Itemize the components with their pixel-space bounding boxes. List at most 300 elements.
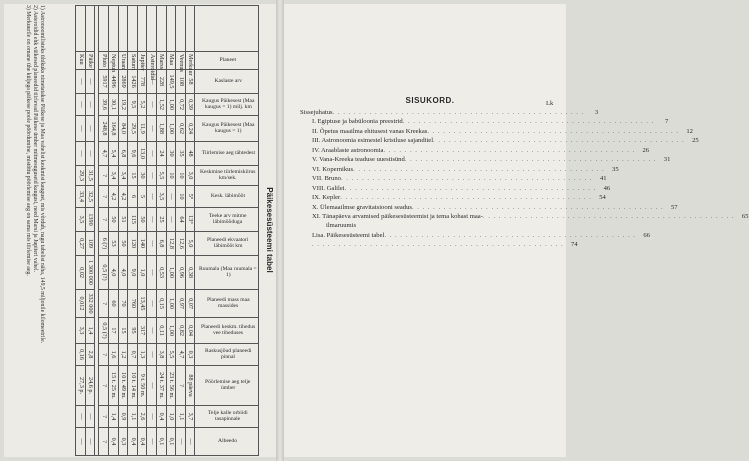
contents-leader-dots: . . . . . . . . . . . . . . . . . . . . . . . . . . . . . . . . . . . . . . . . . . . . . . . .: [340, 175, 593, 183]
table-cell: 5,4: [109, 142, 119, 166]
table-cell: 115: [128, 208, 138, 232]
table-cell: 778: [137, 70, 147, 94]
contents-entry-title: X. Ülemaailmse gravitatsiooni seadus: [312, 203, 412, 211]
table-cell: —: [147, 256, 157, 290]
table-cell: 2,8: [85, 344, 95, 366]
table-row: [99, 6, 109, 456]
table-cell: 50: [109, 208, 119, 232]
table-cell: 0,27: [76, 232, 86, 256]
column-header-label: Planeedi ekvaatori läbimõõt km: [207, 236, 249, 249]
table-cell: —: [147, 344, 157, 366]
table-cell: 4,0: [118, 256, 128, 290]
table-cell: —: [185, 428, 195, 456]
table-cell: ?: [99, 166, 109, 186]
column-header: [195, 406, 259, 428]
table-cell: 0,38: [185, 256, 195, 290]
planet-name-cell: Pluto: [99, 52, 109, 70]
table-cell: 1,00: [166, 116, 176, 142]
column-header: [195, 318, 259, 344]
planet-name-cell: Veenus: [176, 52, 186, 70]
column-header: [195, 290, 259, 318]
table-cell: 1390: [85, 208, 95, 232]
contents-entry-title: [300, 240, 312, 249]
table-cell: 1,0: [166, 406, 176, 428]
contents-leader-dots: . . . . . . . . . . . . . . . . . . . . . . . . . . . . . . . . . . . . . . . . . . . . . . . .: [384, 231, 636, 239]
contents-leader-dots: . . . . . . . . . . . . . . . . . . . . . . . . . . . . . . . . . . . . . . . . . . . . . . . .: [411, 203, 664, 211]
table-cell: 30: [166, 142, 176, 166]
solar-system-table: [75, 5, 259, 456]
table-cell: 0,97: [176, 290, 186, 318]
table-cell: 6: [128, 186, 138, 208]
table-cell: —: [85, 70, 95, 94]
contents-leader-dots: . . . . . . . . . . . . . . . . . . . . . . . . . . . . . . . . . . . . . . . . . . . . . . . .: [383, 146, 636, 154]
contents-entry-title: VII. Bruno: [312, 175, 341, 183]
table-cell: —: [147, 318, 157, 344]
contents-entry: [300, 212, 749, 221]
row-index-cell: [109, 6, 119, 52]
table-row: [76, 6, 86, 456]
contents-entry: [300, 193, 606, 202]
column-header: [195, 142, 259, 166]
table-cell: 29,5: [128, 116, 138, 142]
row-index-cell: [128, 6, 138, 52]
contents-entry-title: Lisa. Päikesesüsteemi tabel: [312, 231, 385, 239]
column-header: [195, 70, 259, 94]
contents-leader-dots: . . . . . . . . . . . . . . . . . . . . . . . . . . . . . . . . . . . . . . . . . . . . . . . .: [312, 241, 564, 249]
contents-entry-page: 7: [664, 118, 669, 126]
contents-leader-dots: . . . . . . . . . . . . . . . . . . . . . . . . . . . . . . . . . . . . . . . . . . . . . . . .: [427, 127, 679, 135]
planet-name-cell: Neptun: [109, 52, 119, 70]
contents-entry-page: 65: [741, 212, 749, 220]
table-cell: 140: [137, 232, 147, 256]
column-header: [195, 256, 259, 290]
contents-entry-title: IV. Araablaste astronoomia: [312, 146, 384, 154]
table-cell: 1 300 000: [85, 256, 95, 290]
table-cell: 29,3: [76, 166, 86, 186]
table-cell: 3,4: [109, 166, 119, 186]
contents-leader-dots: . . . . . . . . . . . . . . . . . . . . . . . . . . . . . . . . . . . . . . . . . . . . . . . .: [482, 212, 735, 220]
table-cell: 6,8: [118, 142, 128, 166]
table-cell: —: [147, 290, 157, 318]
contents-page-header: Lk: [546, 100, 554, 107]
column-header: [195, 52, 259, 70]
contents-entry-title: II. Õpetus maailma ehitusest vanas Kreekas: [312, 127, 428, 135]
contents-entry: [300, 240, 578, 249]
table-cell: —: [176, 428, 186, 456]
table-cell: 88 päeva: [185, 366, 195, 406]
table-cell: 0,11: [157, 318, 167, 344]
table-cell: —: [166, 208, 176, 232]
table-cell: 0,3: [118, 428, 128, 456]
row-index-cell: [147, 6, 157, 52]
table-cell: 3,7: [185, 406, 195, 428]
table-cell: 0,4: [128, 428, 138, 456]
planet-name-cell: Maa: [166, 52, 176, 70]
column-header-label: Telje kalle orbiidi tasapinnale: [208, 409, 248, 422]
table-cell: 4,0: [109, 256, 119, 290]
table-cell: —: [85, 142, 95, 166]
table-cell: 0,07: [185, 290, 195, 318]
table-cell: 10 t. 14 m.: [128, 366, 138, 406]
table-cell: 15: [118, 318, 128, 344]
table-cell: 23 t. 56 m.: [166, 366, 176, 406]
table-cell: 3,8: [157, 344, 167, 366]
table-cell: 0,72: [176, 94, 186, 116]
table-cell: 9,0: [128, 256, 138, 290]
table-cell: 0,96: [176, 256, 186, 290]
table-cell: 10: [176, 166, 186, 186]
table-cell: —: [147, 70, 157, 94]
column-header-label: Kaslaste arv: [214, 77, 242, 84]
book-gutter: [276, 0, 284, 461]
table-cell: 248,8: [99, 116, 109, 142]
table-cell: 5°: [185, 186, 195, 208]
table-cell: 1,2: [118, 344, 128, 366]
table-row: [128, 6, 138, 456]
table-cell: —: [147, 406, 157, 428]
contents-entry: [300, 127, 693, 136]
table-cell: 19,2: [118, 94, 128, 116]
table-cell: 13,0: [137, 142, 147, 166]
table-cell: 17: [109, 318, 119, 344]
column-header-label: Kaugus Päikesest (Maa kaugus = 1) milj. km: [201, 97, 255, 110]
table-cell: 3,3: [76, 318, 86, 344]
table-cell: 0,15: [157, 290, 167, 318]
contents-entry-page: 57: [671, 203, 678, 211]
table-cell: —: [76, 428, 86, 456]
planet-name-cell: Uraan: [118, 52, 128, 70]
column-header-label: Albeedo: [218, 437, 238, 444]
table-cell: —: [147, 428, 157, 456]
table-cell: 31,5: [85, 166, 95, 186]
table-cell: 0,16: [76, 344, 86, 366]
column-header-label: Pöörlemise aeg telje ümber: [205, 378, 251, 391]
row-index-cell: [185, 6, 195, 52]
column-header: [195, 428, 259, 456]
contents-entry-title: V. Vana-Kreeka teaduse uuestisünd: [312, 156, 405, 164]
table-cell: 1,1: [176, 406, 186, 428]
table-cell: ?: [99, 406, 109, 428]
column-header: [195, 366, 259, 406]
table-cell: 51: [118, 208, 128, 232]
table-cell: 60: [109, 290, 119, 318]
contents-entry-page: 66: [643, 231, 650, 239]
table-cell: 5917: [99, 70, 109, 94]
contents-entry: [300, 117, 669, 126]
table-cell: 228: [157, 70, 167, 94]
row-index-cell: [76, 6, 86, 52]
column-header-label: Planeet: [219, 56, 237, 63]
table-cell: —: [147, 166, 157, 186]
table-cell: 5,2: [137, 94, 147, 116]
table-cell: 6,8: [157, 232, 167, 256]
table-cell: —: [85, 94, 95, 116]
table-cell: 6 (?): [99, 232, 109, 256]
table-cell: 70: [118, 290, 128, 318]
table-cell: 3,0: [185, 166, 195, 186]
planet-name-cell: Päike: [85, 52, 95, 70]
table-cell: 2869: [118, 70, 128, 94]
table-cell: 13°: [185, 208, 195, 232]
table-cell: 11,9: [137, 116, 147, 142]
planet-name-cell: Merkuur: [185, 52, 195, 70]
table-cell: ?: [99, 290, 109, 318]
planet-name-cell: Asteroidid: [147, 52, 157, 70]
contents-entry: [300, 155, 671, 164]
planet-name-cell: Kuu: [76, 52, 86, 70]
table-cell: 1426: [128, 70, 138, 94]
contents-entry-page: 25: [692, 137, 699, 145]
table-footnotes: [23, 5, 45, 455]
column-header-label: Tiirlemise aeg tähtedest: [201, 149, 255, 156]
contents-entry-page: 74: [571, 241, 578, 249]
row-index-cell: [85, 6, 95, 52]
footnote: 2) Asteroidid ehk väikesed planeedid tiirlevad Päikese ümber mitmesuguseid kaugusi, need Marsi ja Jupiteri vahel.: [31, 5, 38, 272]
table-cell: 1,1: [128, 406, 138, 428]
table-cell: 1,00: [166, 318, 176, 344]
table-cell: 1,4: [109, 406, 119, 428]
contents-entry: [300, 165, 619, 174]
table-cell: 0,9: [118, 406, 128, 428]
table-cell: 1,52: [157, 94, 167, 116]
table-cell: —: [166, 186, 176, 208]
table-header-row: [195, 6, 259, 456]
table-cell: 58: [185, 70, 195, 94]
column-header-label: Planeedi keskm. tihedus vee tiheduses: [200, 323, 256, 336]
table-cell: —: [147, 116, 157, 142]
table-cell: 5,5: [157, 166, 167, 186]
footnote: 3) Merkuurile on omane ühe küljega päikese poole pöördumine, mistõttu pöörlemise aeg on sama mis tiirlemise aeg.: [24, 5, 31, 276]
table-cell: ?: [176, 366, 186, 406]
contents-entry-page: 54: [599, 194, 606, 202]
contents-leader-dots: [356, 221, 544, 230]
table-cell: 9,5: [128, 94, 138, 116]
contents-entry-title: I. Egiptuse ja babüloonia preestrid: [312, 118, 403, 126]
table-cell: 0,39: [185, 94, 195, 116]
contents-entry: [300, 203, 678, 212]
table-cell: —: [76, 406, 86, 428]
table-cell: ?: [99, 186, 109, 208]
row-index-cell: [157, 6, 167, 52]
table-row: [118, 6, 128, 456]
contents-entry-page: 46: [603, 184, 611, 192]
table-cell: 10: [176, 186, 186, 208]
table-row: [147, 6, 157, 456]
table-cell: ?: [99, 344, 109, 366]
table-cell: 2,6: [137, 406, 147, 428]
table-cell: 10: [166, 166, 176, 186]
table-gap-row: [95, 6, 99, 456]
table-cell: 39,6: [99, 94, 109, 116]
table-cell: 1,00: [166, 256, 176, 290]
table-row: [109, 6, 119, 456]
column-header: [195, 116, 259, 142]
table-cell: 3,5: [76, 208, 86, 232]
table-cell: 32,5: [85, 186, 95, 208]
contents-entry-page: 31: [663, 156, 671, 164]
table-cell: 0,1: [157, 428, 167, 456]
table-cell: 30: [137, 166, 147, 186]
rotated-table-block: [5, 5, 273, 455]
contents-entry-title: Sissejuhatus: [300, 109, 333, 116]
table-cell: —: [85, 406, 95, 428]
table-cell: 0,5 (?): [99, 318, 109, 344]
table-cell: —: [76, 94, 86, 116]
table-cell: 1,88: [157, 116, 167, 142]
table-cell: 0,04: [185, 318, 195, 344]
table-cell: 24: [157, 142, 167, 166]
table-title: Päikesesüsteemi tabel: [265, 187, 274, 273]
table-cell: 3,5: [157, 186, 167, 208]
table-cell: 25: [157, 208, 167, 232]
footnote: 1) Astronoomilisteks ühikuks nimetatakse Päikese ja Maa vahelist keskmist kaugust, mis võrdub, nagu tabelist näha, 149,5 miljonile kilomeetrile.: [39, 5, 45, 344]
table-cell: 15 t. 25 m.: [109, 366, 119, 406]
contents-list: [300, 108, 749, 250]
contents-leader-dots: . . . . . . . . . . . . . . . . . . . . . . . . . . . . . . . . . . . . . . . . . . . . . . . .: [353, 165, 605, 173]
table-cell: ?: [99, 428, 109, 456]
table-cell: 3,4: [118, 166, 128, 186]
contents-entry-page: 3: [594, 109, 599, 116]
column-header-label: Keskmine tiirlemiskiirus km/sek.: [200, 168, 256, 181]
table-row: [137, 6, 147, 456]
table-cell: 5,0: [185, 232, 195, 256]
column-header: [195, 208, 259, 232]
table-cell: —: [147, 94, 157, 116]
table-cell: 0,02: [76, 256, 86, 290]
table-cell: 149,5: [166, 70, 176, 94]
table-cell: 64: [176, 208, 186, 232]
contents-entry-title: VIII. Galilei: [312, 184, 345, 192]
table-cell: 30,1: [109, 94, 119, 116]
table-cell: 760: [128, 290, 138, 318]
table-cell: 0,24: [185, 116, 195, 142]
table-cell: 1,00: [166, 94, 176, 116]
contents-leader-dots: . . . . . . . . . . . . . . . . . . . . . . . . . . . . . . . . . . . . . . . . . . . . . . . .: [433, 137, 685, 145]
table-cell: 109: [85, 232, 95, 256]
table-body: [76, 6, 195, 456]
column-header-label: Planeedi mass maa massides: [206, 296, 250, 309]
table-cell: —: [76, 142, 86, 166]
table-cell: 24,6 p.: [85, 366, 95, 406]
table-cell: —: [85, 116, 95, 142]
contents-entry-page: 12: [686, 127, 693, 135]
column-header: [195, 232, 259, 256]
table-cell: —: [147, 208, 157, 232]
table-cell: 50: [137, 208, 147, 232]
column-header-label: Kesk. läbimõõt: [210, 192, 246, 199]
contents-entry-title: III. Astronoomia esimestel kristluse sajanditel: [312, 137, 434, 145]
table-cell: 12,6: [176, 232, 186, 256]
table-cell: 0,4: [109, 428, 119, 456]
table-cell: 0,012: [76, 290, 86, 318]
contents-entry-title: VI. Kopernikus: [312, 165, 354, 173]
table-cell: 1,4: [85, 318, 95, 344]
table-cell: 0,3: [185, 344, 195, 366]
table-cell: —: [147, 366, 157, 406]
column-header-label: Ruumala (Maa ruumala = 1): [199, 265, 257, 278]
table-cell: —: [147, 142, 157, 166]
table-cell: 15: [128, 166, 138, 186]
column-header: [195, 166, 259, 186]
table-row: [157, 6, 167, 456]
row-index-cell: [137, 6, 147, 52]
contents-entry-title: IX. Kepler: [312, 194, 341, 202]
table-cell: 4496: [109, 70, 119, 94]
contents-entry: [300, 184, 611, 193]
table-cell: 164,8: [109, 116, 119, 142]
table-cell: 48: [185, 142, 195, 166]
column-header-label: Raskusjõud planeedi pinnal: [204, 347, 252, 360]
row-index-cell: [99, 6, 109, 52]
table-cell: 332 000: [85, 290, 95, 318]
table-cell: 35: [176, 142, 186, 166]
row-index-header: [195, 6, 259, 52]
table-cell: 0,5 (?): [99, 256, 109, 290]
table-cell: 12,8: [166, 232, 176, 256]
table-cell: 9 t. 50 m.: [137, 366, 147, 406]
contents-leader-dots: . . . . . . . . . . . . . . . . . . . . . . . . . . . . . . . . . . . . . . . . . . . . . . . .: [332, 109, 585, 116]
contents-entry-page: [544, 221, 558, 230]
table-cell: 0,4: [137, 428, 147, 456]
column-header: [195, 94, 259, 116]
table-cell: 5,5: [166, 344, 176, 366]
column-header-label: Teeke arv mitme läbimõõduga: [209, 212, 247, 225]
planet-name-cell: Jupiter: [137, 52, 147, 70]
row-index-cell: [118, 6, 128, 52]
table-cell: —: [147, 186, 157, 208]
table-cell: 53: [109, 232, 119, 256]
contents-title: SISUKORD.: [405, 96, 455, 105]
table-cell: 1,0: [137, 256, 147, 290]
contents-leader-dots: . . . . . . . . . . . . . . . . . . . . . . . . . . . . . . . . . . . . . . . . . . . . . . . .: [402, 118, 655, 126]
contents-leader-dots: . . . . . . . . . . . . . . . . . . . . . . . . . . . . . . . . . . . . . . . . . . . . . . . .: [404, 156, 657, 164]
contents-entry-page: 26: [642, 146, 650, 154]
column-header-label: Kaugus Päikesest (Maa kaugus = 1): [201, 121, 255, 134]
table-cell: —: [147, 232, 157, 256]
table-cell: 108: [176, 70, 186, 94]
contents-entry: [300, 221, 558, 230]
table-cell: 84,0: [118, 116, 128, 142]
contents-entry: [300, 136, 699, 145]
contents-entry: [300, 231, 650, 240]
contents-entry-page: 35: [612, 165, 619, 173]
table-cell: 24 t. 37 m.: [157, 366, 167, 406]
table-cell: 4,7: [99, 142, 109, 166]
contents-entry: [300, 146, 650, 155]
table-cell: 50: [118, 232, 128, 256]
table-cell: —: [76, 116, 86, 142]
contents-entry: [300, 174, 607, 183]
table-row: [176, 6, 186, 456]
table-cell: 95: [128, 318, 138, 344]
table-cell: 1,6: [109, 344, 119, 366]
contents-entry-title: ilmaruumis: [326, 222, 357, 230]
table-cell: ?: [99, 366, 109, 406]
table-cell: 1,00: [166, 290, 176, 318]
row-index-cell: [166, 6, 176, 52]
row-index-cell: [176, 6, 186, 52]
planet-name-cell: Saturn: [128, 52, 138, 70]
table-cell: 0,7: [128, 344, 138, 366]
table-cell: 10 t. 49 m.: [118, 366, 128, 406]
table-cell: 317: [137, 318, 147, 344]
table-cell: —: [85, 428, 95, 456]
table-gap-cell: [95, 6, 99, 456]
planet-name-cell: Marss: [157, 52, 167, 70]
contents-entry-title: XI. Tänapäeva arvamised päikesesüsteemist ja tema kohast maa-: [312, 212, 483, 220]
table-cell: 13,45: [137, 290, 147, 318]
contents-entry: [300, 108, 599, 117]
